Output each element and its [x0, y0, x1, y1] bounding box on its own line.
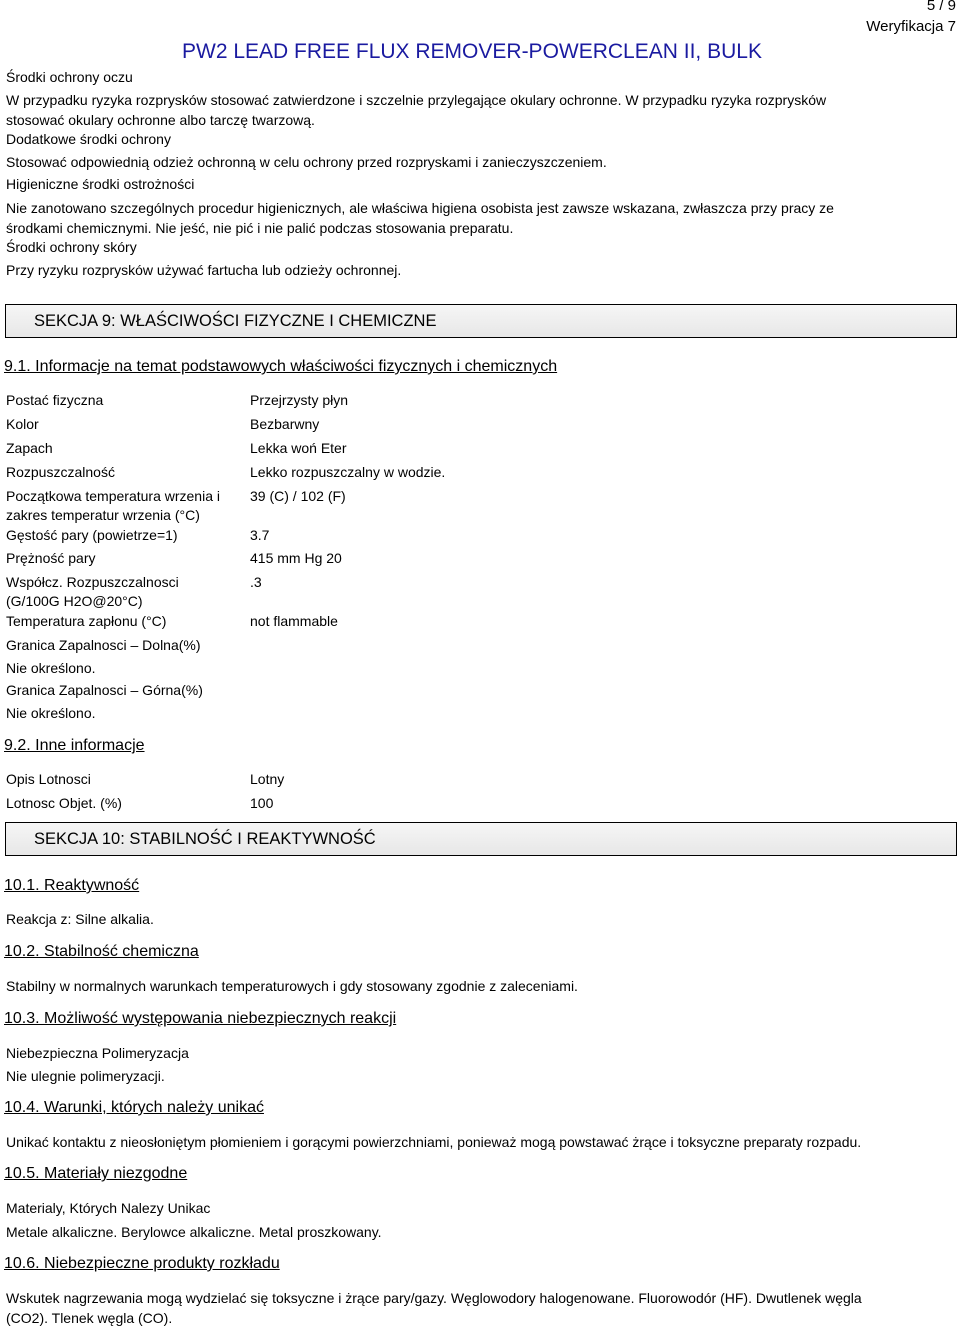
- subsection-9-2: 9.2. Inne informacje: [4, 737, 145, 754]
- page-number: 5 / 9: [926, 0, 956, 14]
- hygiene-text: Nie zanotowano szczególnych procedur higienicznych, ale właściwa higiena osobista jest zawsze wskazana, zwłaszcza przy pracy ze środkami chemicznymi. Nie jeść, nie pić i nie palić podczas stosowania preparatu.: [6, 200, 834, 236]
- property-value: 39 (C) / 102 (F): [250, 488, 346, 504]
- reactivity-text: Reakcja z: Silne alkalia.: [6, 911, 154, 927]
- property-label: Współcz. Rozpuszczalnosci (G/100G H2O@20°C): [6, 574, 179, 609]
- section-10-title: SEKCJA 10: STABILNOŚĆ I REAKTYWNOŚĆ: [34, 830, 376, 848]
- property-label: Początkowa temperatura wrzenia i zakres temperatur wrzenia (°C): [6, 488, 220, 523]
- decomposition-products-text: Wskutek nagrzewania mogą wydzielać się toksyczne i żrące pary/gazy. Węglowodory halogenowane. Fluorowodór (HF). Dwutlenek węgla (CO2). Tlenek węgla (CO).: [6, 1290, 862, 1326]
- subsection-10-2: 10.2. Stabilność chemiczna: [4, 943, 199, 960]
- property-value: 100: [250, 795, 274, 811]
- property-label: Zapach: [6, 440, 53, 456]
- incompatible-materials-heading: Materialy, Których Nalezy Unikac: [6, 1200, 211, 1216]
- upper-flammability-value: Nie określono.: [6, 705, 96, 721]
- eye-protection-heading: Środki ochrony oczu: [6, 69, 133, 85]
- extra-protection-heading: Dodatkowe środki ochrony: [6, 131, 171, 147]
- property-value: not flammable: [250, 613, 338, 629]
- property-label: Postać fizyczna: [6, 392, 104, 408]
- incompatible-materials-text: Metale alkaliczne. Berylowce alkaliczne. Metal proszkowany.: [6, 1224, 382, 1240]
- section-9-header: [5, 304, 957, 338]
- subsection-10-4: 10.4. Warunki, których należy unikać: [4, 1099, 264, 1116]
- property-value: Przejrzysty płyn: [250, 392, 349, 408]
- stability-text: Stabilny w normalnych warunkach temperaturowych i gdy stosowany zgodnie z zaleceniami.: [6, 978, 578, 994]
- polymerization-text: Nie ulegnie polimeryzacji.: [6, 1068, 165, 1084]
- skin-protection-heading: Środki ochrony skóry: [6, 239, 137, 255]
- property-label: Opis Lotnosci: [6, 771, 91, 787]
- section-9-title: SEKCJA 9: WŁAŚCIWOŚCI FIZYCZNE I CHEMICZNE: [34, 312, 437, 330]
- conditions-to-avoid-text: Unikać kontaktu z nieosłoniętym płomieniem i gorącymi powierzchniami, ponieważ mogą powstawać żrące i toksyczne preparaty rozpadu.: [6, 1134, 862, 1150]
- subsection-10-3: 10.3. Możliwość występowania niebezpiecznych reakcji: [4, 1010, 397, 1027]
- property-value: 415 mm Hg 20: [250, 550, 342, 566]
- document-title: PW2 LEAD FREE FLUX REMOVER-POWERCLEAN II, BULK: [182, 40, 762, 63]
- version-label: Weryfikacja 7: [866, 18, 956, 35]
- property-label: Rozpuszczalność: [6, 464, 115, 480]
- lower-flammability-value: Nie określono.: [6, 660, 96, 676]
- property-label: Gęstość pary (powietrze=1): [6, 527, 178, 543]
- property-label: Prężność pary: [6, 550, 96, 566]
- property-label: Kolor: [6, 416, 39, 432]
- property-value: 3.7: [250, 527, 270, 543]
- property-value: Bezbarwny: [250, 416, 320, 432]
- skin-protection-text: Przy ryzyku rozprysków używać fartucha lub odzieży ochronnej.: [6, 262, 402, 278]
- subsection-9-1: 9.1. Informacje na temat podstawowych właściwości fizycznych i chemicznych: [4, 358, 558, 375]
- subsection-10-1: 10.1. Reaktywność: [4, 877, 140, 894]
- polymerization-heading: Niebezpieczna Polimeryzacja: [6, 1045, 189, 1061]
- property-value: Lekko rozpuszczalny w wodzie.: [250, 464, 446, 480]
- property-value: Lekka woń Eter: [250, 440, 347, 456]
- subsection-10-6: 10.6. Niebezpieczne produkty rozkładu: [4, 1255, 280, 1272]
- property-label: Lotnosc Objet. (%): [6, 795, 122, 811]
- eye-protection-text: W przypadku ryzyka rozprysków stosować zatwierdzone i szczelnie przylegające okulary ochronne. W przypadku ryzyka rozprysków stosować okulary ochronne albo tarczę twarzową.: [6, 92, 827, 128]
- property-label: Temperatura zapłonu (°C): [6, 613, 167, 629]
- upper-flammability-label: Granica Zapalnosci – Górna(%): [6, 682, 203, 698]
- section-10-header: [5, 822, 957, 856]
- extra-protection-text: Stosować odpowiednią odzież ochronną w celu ochrony przed rozpryskami i zanieczyszczeniem.: [6, 154, 607, 170]
- subsection-10-5: 10.5. Materiały niezgodne: [4, 1165, 188, 1182]
- property-value: Lotny: [250, 771, 285, 787]
- hygiene-heading: Higieniczne środki ostrożności: [6, 176, 195, 192]
- property-value: .3: [250, 574, 262, 590]
- lower-flammability-label: Granica Zapalnosci – Dolna(%): [6, 637, 201, 653]
